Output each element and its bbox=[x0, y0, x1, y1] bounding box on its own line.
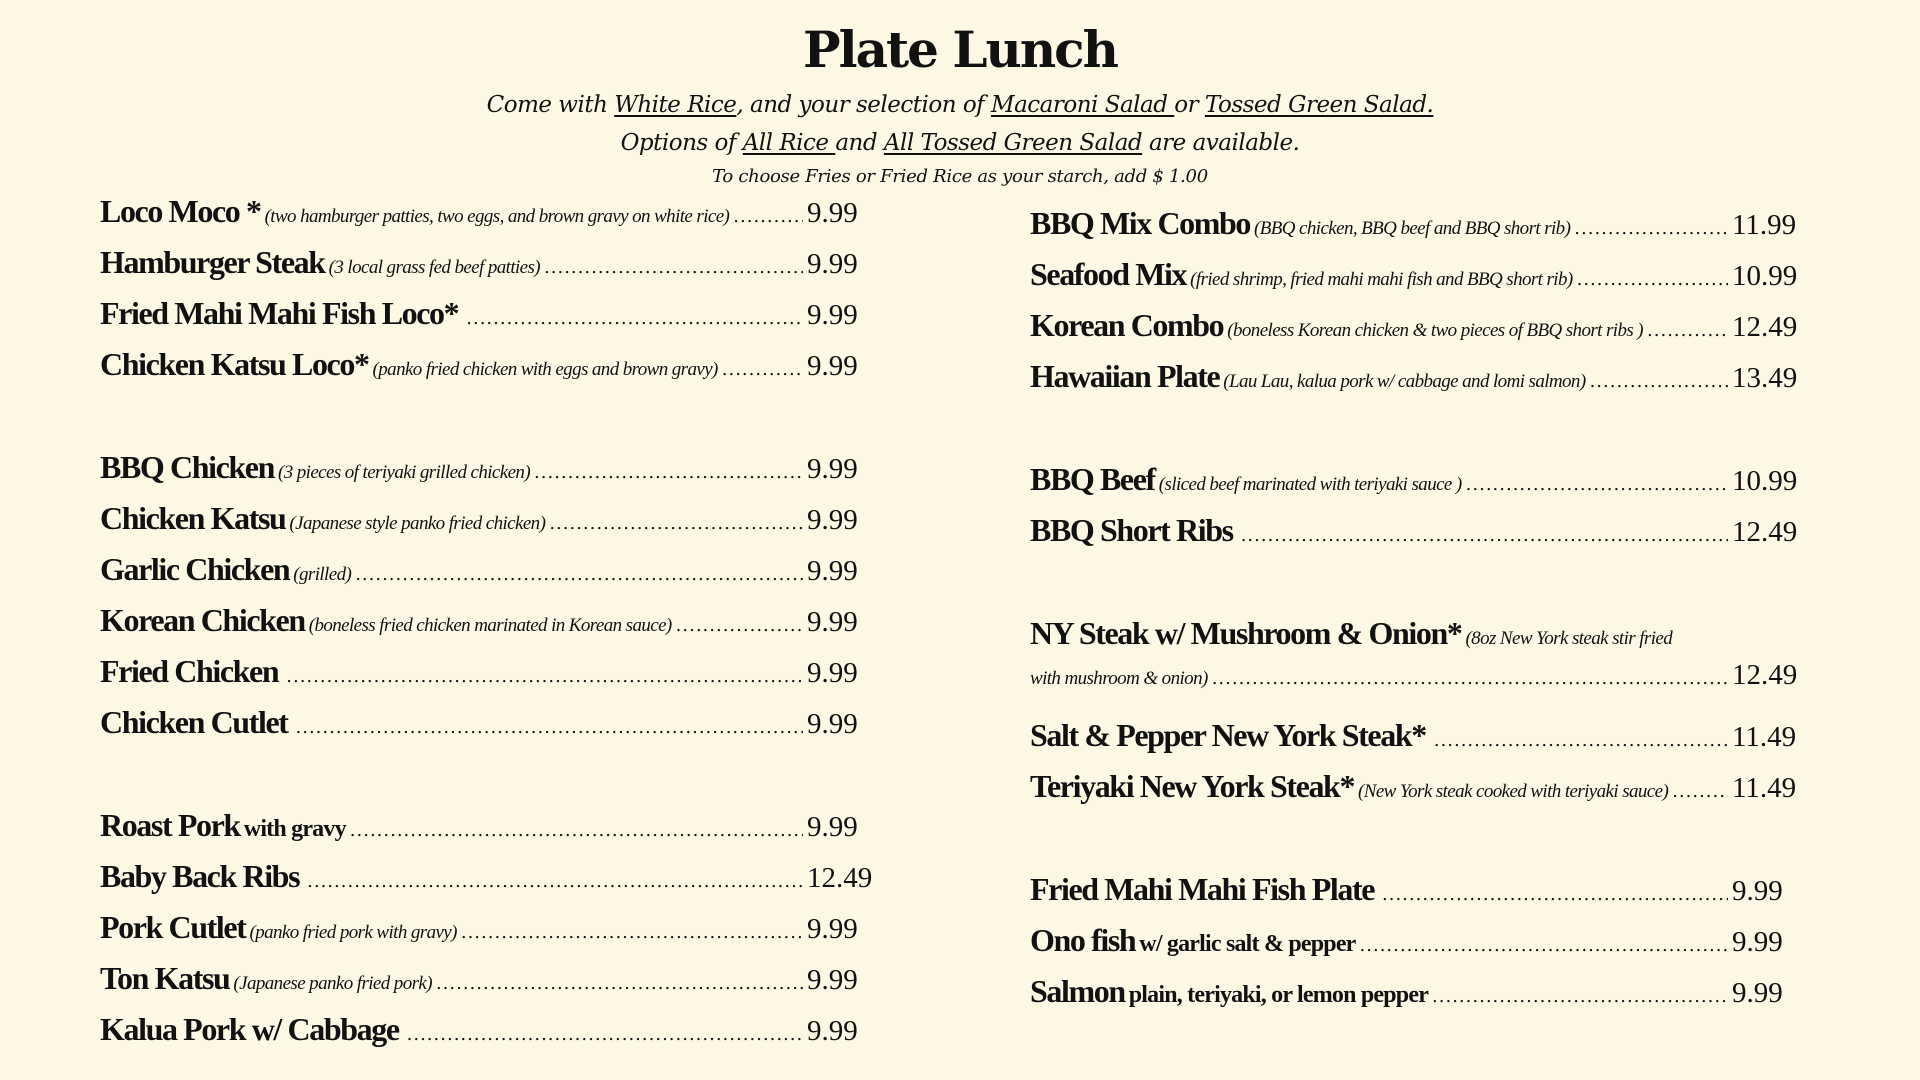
item-name: Hawaiian Plate bbox=[1030, 358, 1220, 394]
item-name: Roast Pork bbox=[100, 807, 240, 843]
item-description: (boneless fried chicken marinated in Korean sauce) bbox=[308, 615, 672, 636]
dot-leader bbox=[733, 206, 803, 227]
item-description: (New York steak cooked with teriyaki sauce) bbox=[1358, 781, 1669, 802]
dot-leader bbox=[307, 871, 803, 892]
dot-leader bbox=[1434, 730, 1728, 751]
item-description: plain, teriyaki, or lemon pepper bbox=[1128, 982, 1429, 1008]
item-name: Fried Mahi Mahi Fish Plate bbox=[1030, 871, 1375, 907]
dot-leader bbox=[676, 615, 803, 636]
item-name: Garlic Chicken bbox=[100, 551, 290, 587]
menu-item bbox=[100, 807, 875, 851]
item-name: Ono fish bbox=[1030, 922, 1136, 958]
dot-leader bbox=[1241, 525, 1728, 546]
item-description: (3 pieces of teriyaki grilled chicken) bbox=[277, 462, 531, 483]
menu-item bbox=[1030, 307, 1800, 351]
item-name: Korean Combo bbox=[1030, 307, 1224, 343]
item-description: (sliced beef marinated with teriyaki sauce ) bbox=[1158, 474, 1462, 495]
item-name: BBQ Beef bbox=[1030, 461, 1155, 497]
menu-item bbox=[1030, 973, 1800, 1017]
menu-item bbox=[1030, 512, 1800, 556]
menu-item bbox=[1030, 256, 1800, 300]
dot-leader bbox=[1382, 884, 1728, 905]
item-price: 9.99 bbox=[807, 708, 858, 740]
dot-leader bbox=[1647, 320, 1728, 341]
item-name: Kalua Pork w/ Cabbage bbox=[100, 1011, 399, 1047]
item-price: 12.49 bbox=[1732, 516, 1798, 548]
item-price: 9.99 bbox=[807, 350, 858, 382]
item-name: Chicken Cutlet bbox=[100, 704, 288, 740]
dot-leader bbox=[1574, 218, 1728, 239]
menu-item bbox=[100, 346, 875, 390]
item-price: 13.49 bbox=[1732, 362, 1798, 394]
item-description: with gravy bbox=[243, 816, 346, 842]
item-price: 9.99 bbox=[1732, 926, 1783, 958]
includes-line: Come with White Rice, and your selection of Macaroni Salad or Tossed Green Salad. bbox=[486, 92, 1434, 118]
menu-item bbox=[100, 1011, 875, 1055]
dot-leader bbox=[296, 717, 803, 738]
item-name: Salt & Pepper New York Steak* bbox=[1030, 717, 1426, 753]
page-title: Plate Lunch bbox=[803, 20, 1117, 79]
dot-leader bbox=[1360, 935, 1728, 956]
item-price: 12.49 bbox=[1732, 311, 1798, 343]
item-description: (Japanese style panko fried chicken) bbox=[289, 513, 546, 534]
menu-item bbox=[1030, 461, 1800, 505]
white-rice-text: White Rice bbox=[614, 92, 737, 118]
item-name: BBQ Mix Combo bbox=[1030, 205, 1251, 241]
all-tossed-text: All Tossed Green Salad bbox=[883, 130, 1143, 156]
item-name: Fried Mahi Mahi Fish Loco* bbox=[100, 295, 459, 331]
item-description: (two hamburger patties, two eggs, and brown gravy on white rice) bbox=[264, 206, 730, 227]
dot-leader bbox=[466, 308, 803, 329]
menu-item bbox=[100, 551, 875, 595]
menu-item bbox=[1030, 717, 1800, 761]
item-price: 9.99 bbox=[807, 299, 858, 331]
menu-item bbox=[100, 244, 875, 288]
dot-leader bbox=[407, 1024, 803, 1045]
dot-leader bbox=[534, 462, 803, 483]
item-description: (Lau Lau, kalua pork w/ cabbage and lomi salmon) bbox=[1223, 371, 1586, 392]
dot-leader bbox=[1432, 986, 1728, 1007]
menu-item bbox=[1030, 615, 1800, 711]
item-description-continued: with mushroom & onion) bbox=[1030, 668, 1208, 689]
menu-item bbox=[100, 449, 875, 493]
dot-leader bbox=[1672, 781, 1728, 802]
item-price: 9.99 bbox=[1732, 977, 1783, 1009]
tossed-salad-text: Tossed Green Salad. bbox=[1204, 92, 1434, 118]
item-description: (panko fried chicken with eggs and brown gravy) bbox=[372, 359, 718, 380]
item-name: BBQ Short Ribs bbox=[1030, 512, 1233, 548]
item-name: NY Steak w/ Mushroom & Onion* bbox=[1030, 615, 1462, 651]
menu-header bbox=[0, 14, 1920, 192]
options-line: Options of All Rice and All Tossed Green Salad are available. bbox=[620, 130, 1300, 156]
item-description: (BBQ chicken, BBQ beef and BBQ short rib) bbox=[1254, 218, 1571, 239]
menu-item bbox=[100, 295, 875, 339]
dot-leader bbox=[1590, 371, 1728, 392]
item-name: Pork Cutlet bbox=[100, 909, 246, 945]
macaroni-salad-text: Macaroni Salad bbox=[991, 92, 1175, 118]
item-name: Baby Back Ribs bbox=[100, 858, 300, 894]
all-rice-text: All Rice bbox=[742, 130, 836, 156]
item-name: Loco Moco * bbox=[100, 193, 261, 229]
dot-leader bbox=[436, 973, 803, 994]
menu-item bbox=[100, 704, 875, 748]
dot-leader bbox=[1466, 474, 1728, 495]
item-name: Salmon bbox=[1030, 973, 1125, 1009]
item-price: 9.99 bbox=[807, 248, 858, 280]
menu-item bbox=[1030, 358, 1800, 402]
item-description: (3 local grass fed beef patties) bbox=[328, 257, 541, 278]
menu-item bbox=[100, 193, 875, 237]
item-price: 9.99 bbox=[807, 811, 858, 843]
item-name: Chicken Katsu Loco* bbox=[100, 346, 369, 382]
item-price: 9.99 bbox=[807, 964, 858, 996]
menu-item bbox=[1030, 205, 1800, 249]
item-price: 9.99 bbox=[807, 504, 858, 536]
dot-leader bbox=[544, 257, 803, 278]
dot-leader bbox=[350, 820, 803, 841]
item-name: BBQ Chicken bbox=[100, 449, 274, 485]
item-price: 10.99 bbox=[1732, 465, 1798, 497]
starch-note: To choose Fries or Fried Rice as your starch, add $ 1.00 bbox=[712, 166, 1208, 187]
item-price: 11.99 bbox=[1732, 209, 1797, 241]
item-description: (boneless Korean chicken & two pieces of BBQ short ribs ) bbox=[1227, 320, 1644, 341]
menu-item bbox=[100, 500, 875, 544]
menu-item bbox=[1030, 922, 1800, 966]
dot-leader bbox=[1212, 668, 1728, 689]
dot-leader bbox=[461, 922, 803, 943]
dot-leader bbox=[722, 359, 803, 380]
item-price: 9.99 bbox=[807, 453, 858, 485]
item-price: 9.99 bbox=[807, 1015, 858, 1047]
item-name: Teriyaki New York Steak* bbox=[1030, 768, 1355, 804]
dot-leader bbox=[286, 666, 803, 687]
item-description: (8oz New York steak stir fried bbox=[1465, 628, 1673, 649]
item-name: Seafood Mix bbox=[1030, 256, 1187, 292]
item-name: Fried Chicken bbox=[100, 653, 279, 689]
item-price: 11.49 bbox=[1732, 721, 1797, 753]
item-price: 9.99 bbox=[1732, 875, 1783, 907]
item-description: (fried shrimp, fried mahi mahi fish and BBQ short rib) bbox=[1190, 269, 1573, 290]
dot-leader bbox=[355, 564, 803, 585]
item-description: w/ garlic salt & pepper bbox=[1139, 931, 1356, 957]
dot-leader bbox=[549, 513, 803, 534]
item-price: 11.49 bbox=[1732, 772, 1797, 804]
menu-item bbox=[100, 909, 875, 953]
menu-item bbox=[1030, 871, 1800, 915]
item-description: (Japanese panko fried pork) bbox=[233, 973, 432, 994]
menu-item bbox=[100, 858, 875, 902]
item-price: 9.99 bbox=[807, 657, 858, 689]
item-price: 12.49 bbox=[1732, 659, 1798, 691]
item-price: 9.99 bbox=[807, 555, 858, 587]
menu-item bbox=[100, 602, 875, 646]
item-description: (panko fried pork with gravy) bbox=[249, 922, 457, 943]
item-description: (grilled) bbox=[293, 564, 352, 585]
item-price: 10.99 bbox=[1732, 260, 1798, 292]
menu-item bbox=[1030, 768, 1800, 812]
dot-leader bbox=[1577, 269, 1728, 290]
item-name: Chicken Katsu bbox=[100, 500, 286, 536]
menu-item bbox=[100, 653, 875, 697]
menu-item bbox=[100, 960, 875, 1004]
item-name: Hamburger Steak bbox=[100, 244, 325, 280]
item-name: Ton Katsu bbox=[100, 960, 230, 996]
item-price: 9.99 bbox=[807, 606, 858, 638]
item-price: 9.99 bbox=[807, 913, 858, 945]
item-price: 12.49 bbox=[807, 862, 873, 894]
item-price: 9.99 bbox=[807, 197, 858, 229]
item-name: Korean Chicken bbox=[100, 602, 305, 638]
